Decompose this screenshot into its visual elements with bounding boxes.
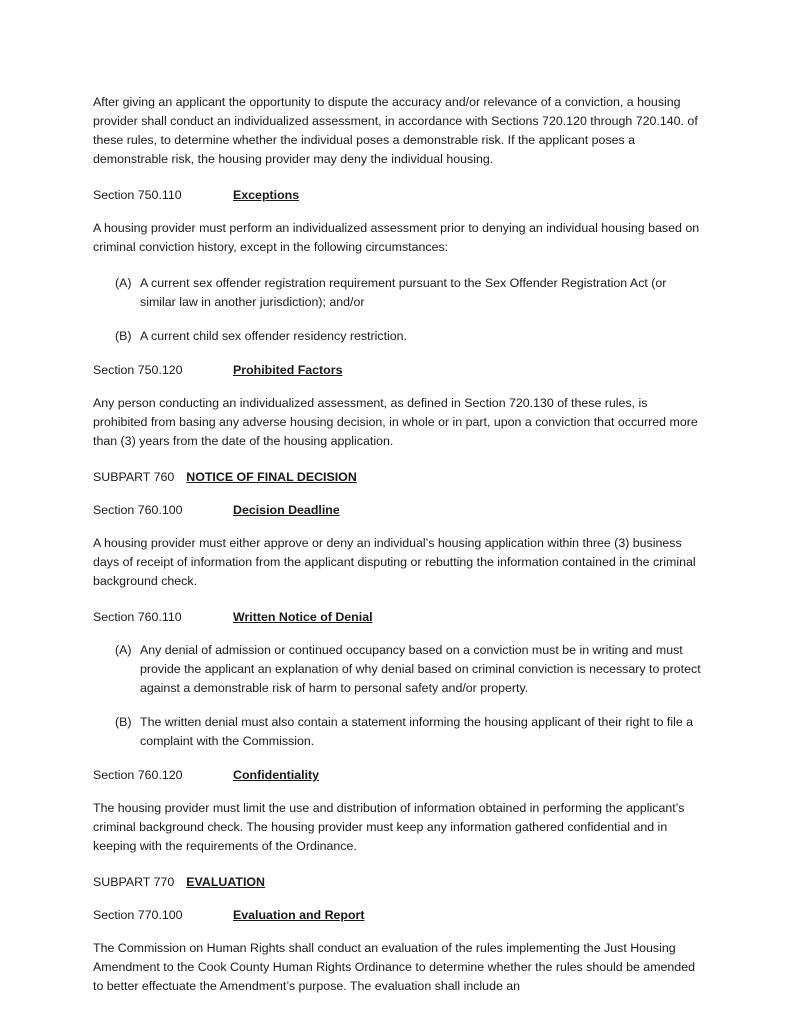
list-text: A current sex offender registration requirement pursuant to the Sex Offender Registration Act (or similar law in another jurisdiction); and/or	[140, 276, 667, 309]
section-750-120-heading	[93, 361, 701, 380]
document-page	[93, 93, 701, 1013]
section-number: Section 750.120	[93, 363, 183, 377]
subpart-number: SUBPART 770	[93, 875, 175, 889]
section-title: Decision Deadline	[233, 503, 340, 517]
section-number: Section 750.110	[93, 188, 182, 202]
section-760-120-body: The housing provider must limit the use and distribution of information obtained in performing the applicant’s criminal background check. The housing provider must keep any information gathered confidential and in keeping with the requirements of the Ordinance.	[93, 801, 685, 853]
list-marker: (A)	[115, 276, 132, 290]
list-marker: (B)	[115, 715, 132, 729]
list-text: The written denial must also contain a statement informing the housing applicant of their right to file a complaint with the Commission.	[140, 715, 694, 748]
section-title: Exceptions	[233, 188, 300, 202]
section-number: Section 760.100	[93, 503, 183, 517]
list-item	[93, 713, 701, 751]
intro-paragraph: After giving an applicant the opportunity to dispute the accuracy and/or relevance of a conviction, a housing provider shall conduct an individualized assessment, in accordance with Sections 720.120 through 720.140. of these rules, to determine whether the individual poses a demonstrable risk. If the applicant poses a demonstrable risk, the housing provider may deny the individual housing.	[93, 95, 698, 166]
section-750-110-heading	[93, 186, 701, 205]
section-760-100-body: A housing provider must either approve or deny an individual’s housing application within three (3) business days of receipt of information from the applicant disputing or rebutting the information contained in the criminal background check.	[93, 536, 696, 588]
section-number: Section 770.100	[93, 908, 183, 922]
section-title: Written Notice of Denial	[233, 610, 373, 624]
subpart-title: EVALUATION	[186, 875, 265, 889]
section-number: Section 760.120	[93, 768, 183, 782]
section-770-100-body: The Commission on Human Rights shall conduct an evaluation of the rules implementing the Just Housing Amendment to the Cook County Human Rights Ordinance to determine whether the rules should be amended to better effectuate the Amendment’s purpose. The evaluation shall include an	[93, 941, 695, 993]
subpart-760-heading	[93, 468, 701, 487]
section-750-110-body: A housing provider must perform an individualized assessment prior to denying an individual housing based on criminal conviction history, except in the following circumstances:	[93, 221, 700, 254]
subpart-770-heading	[93, 873, 701, 892]
section-760-120-heading	[93, 766, 701, 785]
list-item	[93, 274, 701, 312]
section-number: Section 760.110	[93, 610, 182, 624]
list-item	[93, 641, 701, 698]
section-title: Confidentiality	[233, 768, 320, 782]
list-text: A current child sex offender residency restriction.	[140, 329, 407, 343]
section-770-100-heading	[93, 906, 701, 925]
section-title: Evaluation and Report	[233, 908, 365, 922]
list-marker: (A)	[115, 643, 132, 657]
list-marker: (B)	[115, 329, 132, 343]
section-760-110-heading	[93, 608, 701, 627]
list-text: Any denial of admission or continued occupancy based on a conviction must be in writing and must provide the applicant an explanation of why denial based on criminal conviction is necessary to protect against a demonstrable risk of harm to personal safety and/or property.	[140, 643, 701, 695]
subpart-title: NOTICE OF FINAL DECISION	[186, 470, 357, 484]
subpart-number: SUBPART 760	[93, 470, 175, 484]
section-title: Prohibited Factors	[233, 363, 343, 377]
list-item	[93, 327, 701, 346]
section-760-100-heading	[93, 501, 701, 520]
section-750-120-body: Any person conducting an individualized assessment, as defined in Section 720.130 of these rules, is prohibited from basing any adverse housing decision, in whole or in part, upon a conviction that occurred more than (3) years from the date of the housing application.	[93, 396, 698, 448]
